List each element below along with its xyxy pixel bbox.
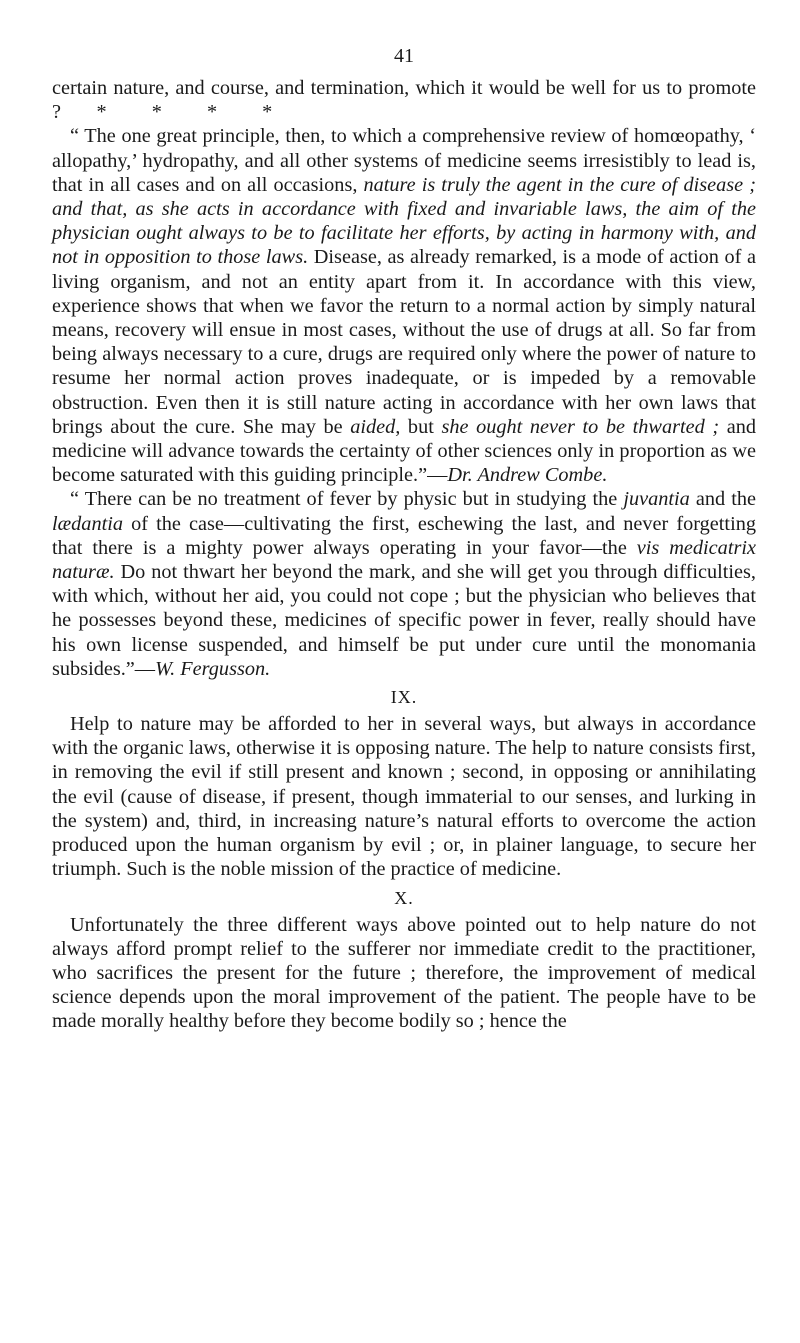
- paragraph-x: Unfortunately the three different ways above pointed out to help nature do not always afford prompt relief to the sufferer nor immediate credit to the practitioner, who sacrifices the present for the future ; therefore, the improvement of medical science depends upon the moral improvement of the patient. The people have to be made morally healthy before they become bodily so ; hence the: [52, 913, 756, 1033]
- quote-fergusson-italic-3: vis medicatrix naturæ.: [52, 536, 756, 584]
- quote-combe-attribution: Dr. Andrew Combe.: [447, 464, 608, 487]
- quote-combe-text-4: and medicine will advance towards the certainty of other sciences only in proportion as we become saturated with this guiding principle.”—: [52, 415, 756, 487]
- quote-combe-italic-1: nature is truly the agent in the cure of disease ; and that, as she acts in accordance with fixed and invariable laws, the aim of the physician ought always to be to facilitate her efforts, by acting in harmony with, and not in opposition to those laws.: [52, 173, 756, 269]
- section-heading-ix: IX.: [390, 687, 418, 708]
- quote-fergusson: [52, 487, 756, 681]
- ellipsis-stars: * * * *: [96, 101, 273, 124]
- quote-fergusson-attribution: W. Fergusson.: [155, 657, 271, 680]
- page-number: 41: [394, 45, 414, 67]
- paragraph-ix: Help to nature may be afforded to her in several ways, but always in accordance with the organic laws, otherwise it is opposing nature. The help to nature consists first, in removing the evil if still present and known ; second, in opposing or annihilating the evil (cause of disease, if present, though immaterial to our senses, and lurking in the system) and, third, in increasing nature’s natural efforts to overcome the action produced upon the human organism by evil ; or, in plainer language, to secure her triumph. Such is the noble mission of the practice of medicine.: [52, 713, 756, 881]
- quote-fergusson-text-3: of the case—cultivating the first, eschewing the last, and never forgetting that there is a mighty power always operating in your favor—the: [52, 512, 756, 559]
- quote-combe-text-3: but: [400, 415, 442, 438]
- quote-fergusson-italic-2: lædantia: [52, 512, 123, 535]
- opening-text: certain nature, and course, and termination, which it would be well for us to promote ?: [52, 77, 756, 124]
- quote-fergusson-italic-1: juvantia: [623, 488, 690, 511]
- quote-fergusson-text-2: and the: [689, 488, 757, 511]
- section-heading-x: X.: [394, 887, 414, 908]
- quote-combe-italic-2: aided,: [350, 415, 401, 438]
- quote-combe-italic-3: she ought never to be thwarted ;: [441, 415, 720, 438]
- quote-combe: [52, 124, 756, 487]
- quote-combe-text-1: “ The one great principle, then, to which a comprehensive review of homœopathy, ‘ allopathy,’ hydropathy, and all other systems of medicine seems irresistibly to lead is, that in all cases and on all occasions,: [52, 125, 756, 196]
- quote-fergusson-text-4: Do not thwart her beyond the mark, and she will get you through difficulties, with which, without her aid, you could not cope ; but the physician who believes that he possesses beyond these, medicines of specific power in fever, really should have his own license suspended, and himself be put under cure until the monomania subsides.”—: [52, 561, 756, 680]
- quote-combe-text-2: Disease, as already remarked, is a mode of action of a living organism, and not an entity apart from it. In accordance with this view, experience shows that when we favor the return to a normal action by simply natural means, recovery will ensue in most cases, without the use of drugs at all. So far from being always necessary to a cure, drugs are required only where the power of nature to resume her normal action proves inadequate, or is impeded by a removable obstruction. Even then it is still nature acting in accordance with her own laws that brings about the cure. She may be: [52, 246, 756, 438]
- book-page: [52, 44, 756, 1034]
- paragraph-opening: [52, 76, 756, 124]
- quote-fergusson-text-1: “ There can be no treatment of fever by physic but in studying the: [70, 488, 624, 511]
